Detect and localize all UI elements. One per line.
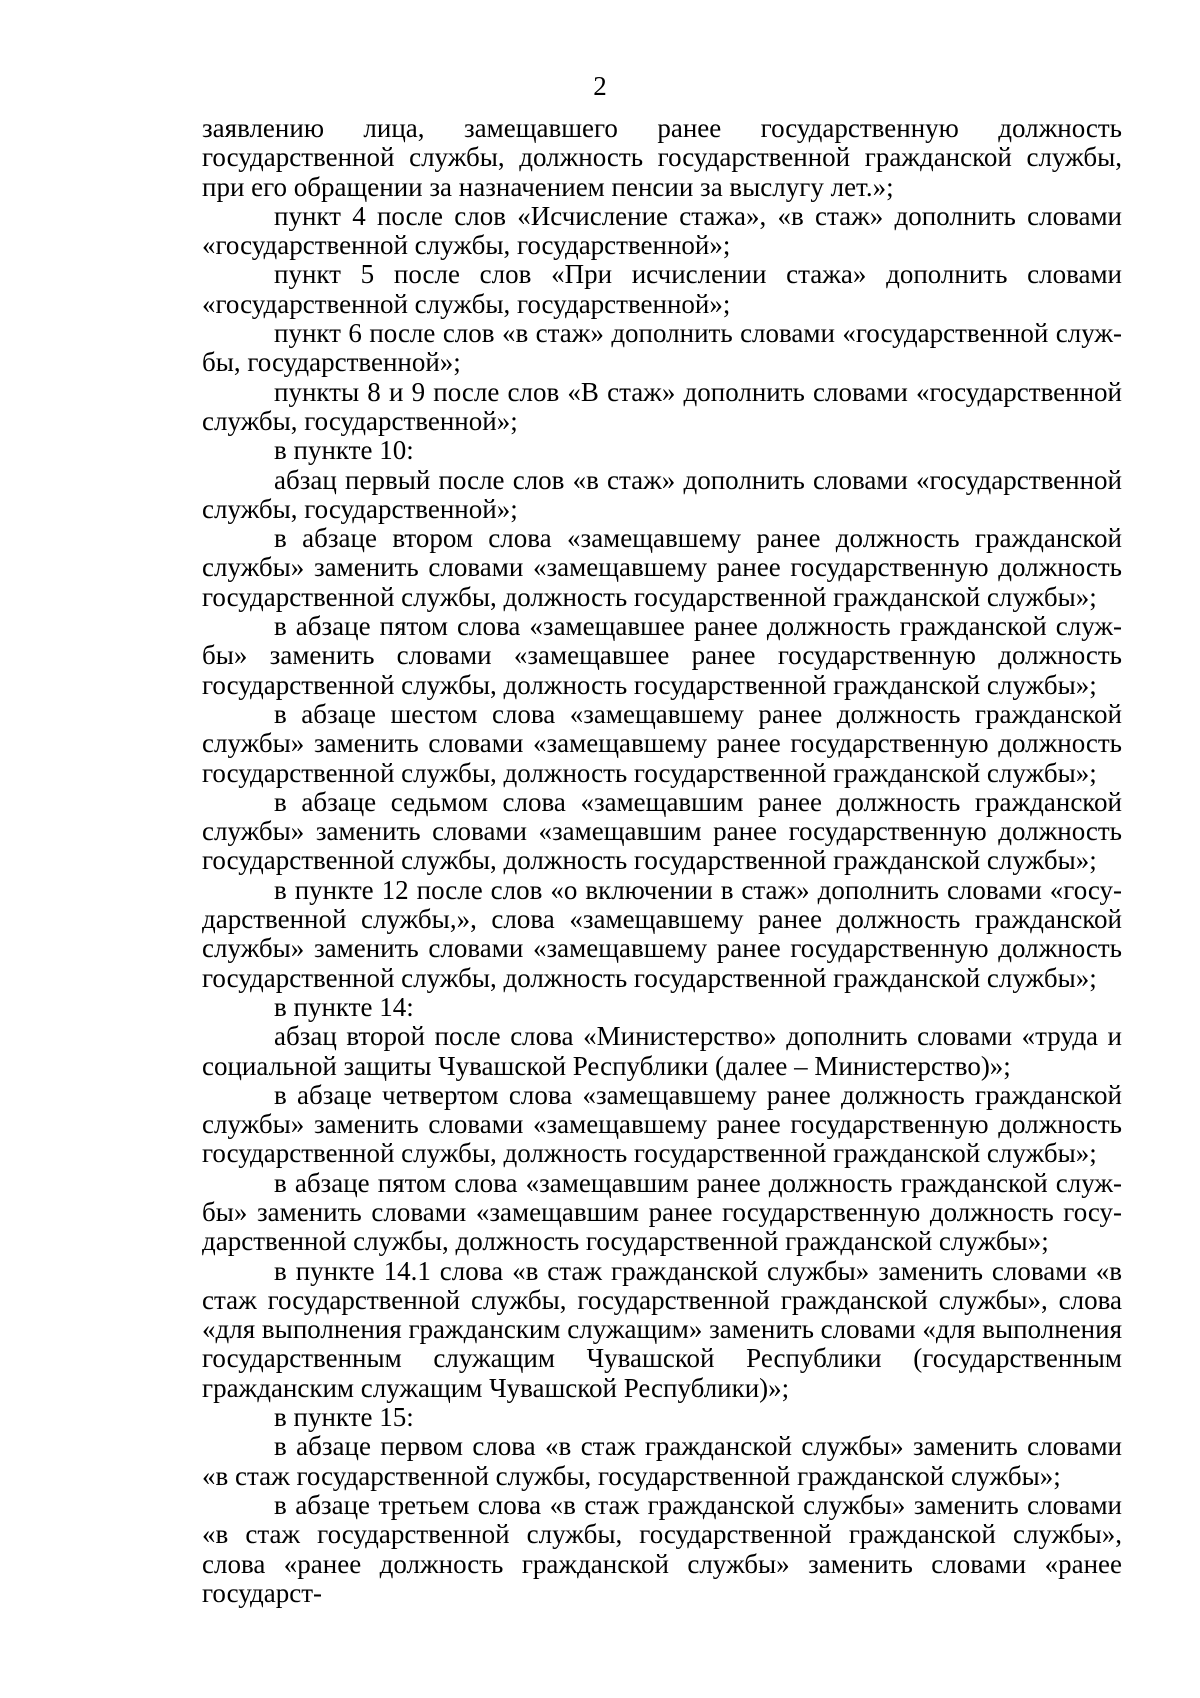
- paragraph: в пункте 14:: [274, 991, 414, 1022]
- page-number: 2: [593, 71, 607, 101]
- paragraph: в абзаце шестом слова «замещавшему ранее должность гражданской службы» заменить словами «замещавшему ранее государственную должность государственной службы, должность государственной гражданской службы»;: [202, 698, 1122, 788]
- paragraph: в абзаце седьмом слова «замещавшим ранее должность гражданской службы» заменить словами «замещавшим ранее государственную должность государственной службы, должность государственной гражданской службы»;: [202, 786, 1122, 876]
- paragraph: пункт 4 после слов «Исчисление стажа», «в стаж» дополнить словами «государственной службы, государственной»;: [202, 200, 1122, 261]
- paragraph: в пункте 14.1 слова «в стаж гражданской службы» заменить словами «в стаж государственной службы, государственной гражданской службы», слова «для выполнения гражданским служащим» заменить словами «для выполнения государственным служащим Чувашской Республики (государственным гражданским служащим Чувашской Республики)»;: [202, 1255, 1122, 1403]
- paragraph: в абзаце третьем слова «в стаж гражданской службы» заменить словами «в стаж государственной службы, государственной гражданской службы», слова «ранее должность гражданской службы» заменить словами «ранее государст-: [202, 1489, 1122, 1608]
- paragraph: в пункте 10:: [274, 435, 414, 466]
- paragraph: в абзаце четвертом слова «замещавшему ранее должность гражданской службы» заменить словами «замещавшему ранее государственную должность государственной службы, должность государственной гражданской службы»;: [202, 1079, 1122, 1169]
- paragraph: в абзаце первом слова «в стаж гражданской службы» заменить словами «в стаж государственной службы, государственной гражданской службы»;: [202, 1431, 1122, 1491]
- paragraph: в пункте 12 после слов «о включении в стаж» дополнить словами «государственной службы,», слова «замещавшему ранее должность гражданской службы» заменить словами «замещавшему ранее государственную должность государственной службы, должность государственной гражданской службы»;: [202, 874, 1122, 993]
- paragraph: заявлению лица, замещавшего ранее государственную должность государственной службы, должность государственной гражданской службы, при его обращении за назначением пенсии за выслугу лет.»;: [202, 113, 1122, 202]
- paragraph: в абзаце пятом слова «замещавшим ранее должность гражданской службы» заменить словами «замещавшим ранее государственную должность государственной службы, должность государственной гражданской службы»;: [202, 1167, 1122, 1257]
- paragraph: в абзаце пятом слова «замещавшее ранее должность гражданской службы» заменить словами «замещавшее ранее государственную должность государственной службы, должность государственной гражданской службы»;: [202, 611, 1122, 700]
- paragraph: пункты 8 и 9 после слов «В стаж» дополнить словами «государственной службы, государственной»;: [202, 376, 1122, 436]
- paragraph: пункт 6 после слов «в стаж» дополнить словами «государственной службы, государственной»;: [202, 318, 1122, 378]
- paragraph: абзац первый после слов «в стаж» дополнить словами «государственной службы, государственной»;: [202, 464, 1122, 524]
- paragraph: пункт 5 после слов «При исчислении стажа» дополнить словами «государственной службы, государственной»;: [202, 259, 1122, 319]
- paragraph: в пункте 15:: [274, 1402, 414, 1433]
- paragraph: абзац второй после слова «Министерство» дополнить словами «труда и социальной защиты Чувашской Республики (далее – Министерство)»;: [202, 1021, 1122, 1081]
- document-body: [202, 114, 1122, 1608]
- paragraph: в абзаце втором слова «замещавшему ранее должность гражданской службы» заменить словами «замещавшему ранее государственную должность государственной службы, должность государственной гражданской службы»;: [202, 523, 1122, 612]
